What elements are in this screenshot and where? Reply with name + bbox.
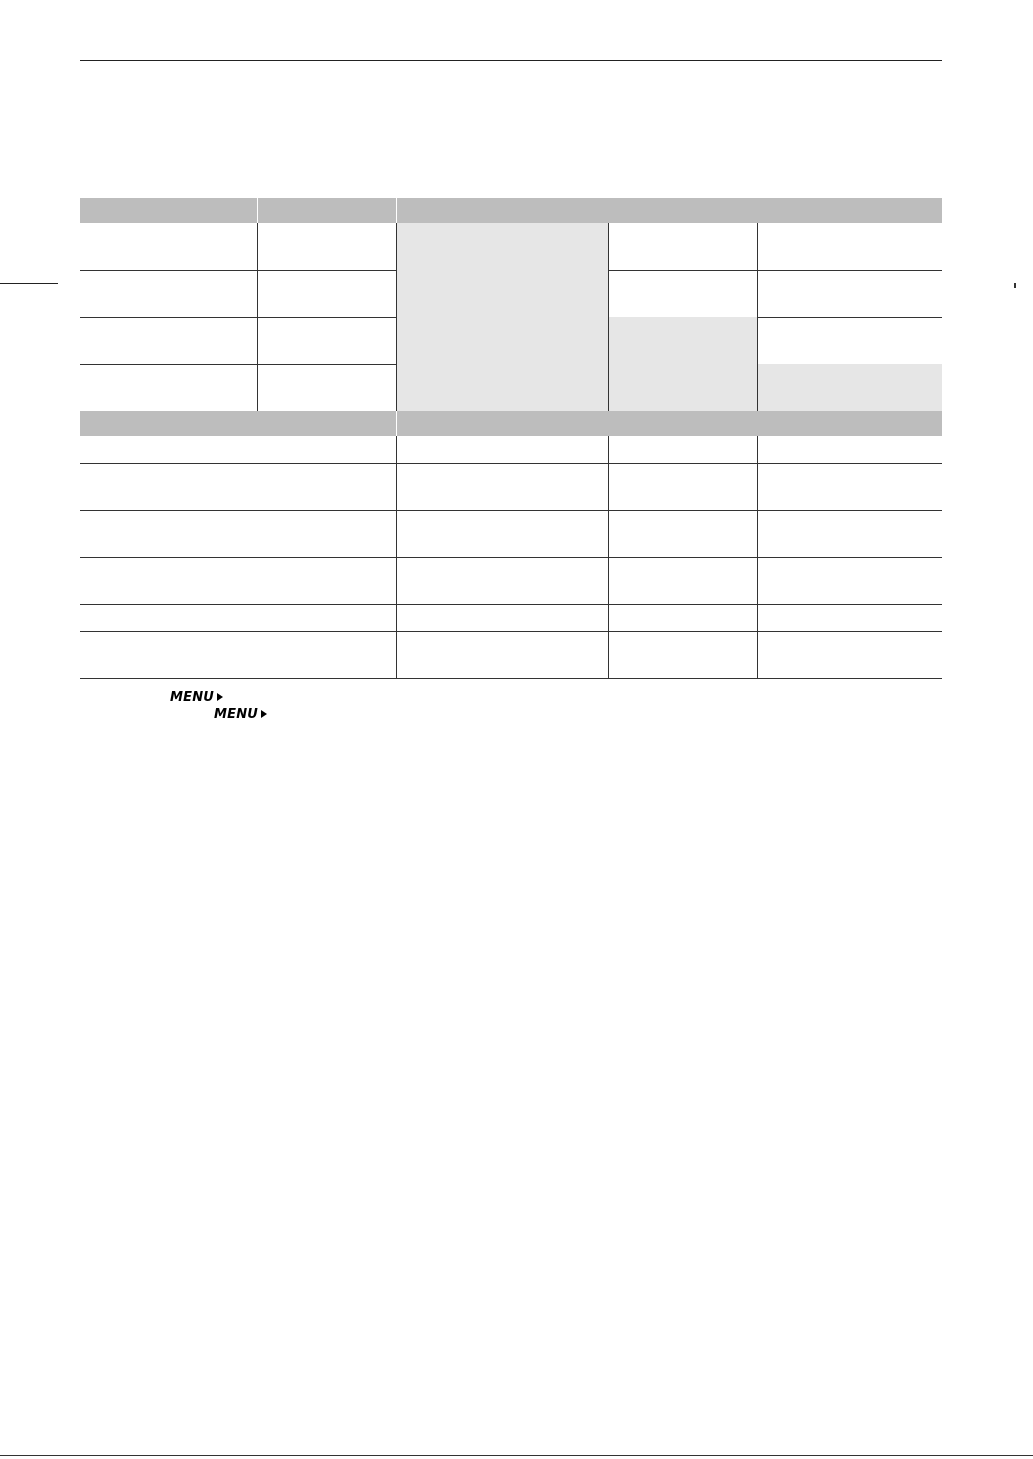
table-cell	[758, 510, 942, 557]
table-cell	[397, 463, 609, 510]
table-cell	[80, 270, 258, 317]
table-cell	[80, 436, 397, 463]
menu-label: MENU	[214, 706, 259, 722]
menu-label: MENU	[170, 689, 215, 705]
table-cell	[80, 510, 397, 557]
table-cell	[397, 557, 609, 604]
table-cell	[80, 223, 258, 270]
table-cell	[258, 223, 397, 270]
table-cell	[609, 270, 758, 317]
table-cell	[609, 557, 758, 604]
menu-note-1	[170, 689, 223, 705]
table-cell	[397, 364, 609, 411]
table-cell	[758, 631, 942, 678]
table-cell	[80, 463, 397, 510]
table-row	[80, 364, 942, 411]
table-cell	[80, 631, 397, 678]
table-cell	[758, 557, 942, 604]
table-cell	[609, 631, 758, 678]
table-cell	[397, 270, 609, 317]
table-row	[80, 604, 942, 632]
table-row	[80, 463, 942, 511]
menu-note-2	[214, 706, 267, 722]
page-bottom-rule	[0, 1455, 1033, 1456]
table-cell	[397, 631, 609, 678]
table-row	[80, 223, 942, 271]
margin-tick-mark	[1014, 283, 1016, 288]
table-cell	[609, 436, 758, 463]
menu-arrow-icon	[261, 710, 267, 718]
table-cell	[609, 223, 758, 270]
table-row	[80, 510, 942, 558]
table-cell	[609, 463, 758, 510]
page-top-rule	[80, 60, 942, 61]
table-cell	[758, 270, 942, 317]
table-row	[80, 436, 942, 464]
table-cell	[758, 364, 942, 411]
table-row	[80, 631, 942, 679]
table-cell	[397, 223, 609, 270]
table-cell	[397, 436, 609, 463]
table-cell	[609, 604, 758, 631]
table-cell	[758, 317, 942, 364]
header-cell-col2	[258, 198, 397, 223]
table-row	[80, 317, 942, 365]
header-cell-col3	[397, 198, 942, 223]
table-cell	[258, 317, 397, 364]
table-row	[80, 270, 942, 318]
table-cell	[258, 364, 397, 411]
table-cell	[258, 270, 397, 317]
table-cell	[609, 364, 758, 411]
subheader-cell-right	[397, 411, 942, 436]
table-cell	[758, 604, 942, 631]
table-cell	[758, 223, 942, 270]
table-header-row	[80, 198, 942, 223]
table-cell	[80, 364, 258, 411]
table-cell	[80, 317, 258, 364]
table-cell	[80, 604, 397, 631]
table-cell	[758, 463, 942, 510]
table-cell	[397, 604, 609, 631]
table-row	[80, 557, 942, 605]
table-cell	[758, 436, 942, 463]
table-subheader-row	[80, 411, 942, 436]
subheader-cell-left	[80, 411, 397, 436]
menu-arrow-icon	[217, 693, 223, 701]
table-cell	[397, 510, 609, 557]
table-cell	[609, 317, 758, 364]
table-cell	[609, 510, 758, 557]
table-cell	[80, 557, 397, 604]
table-cell	[397, 317, 609, 364]
margin-thumb-mark	[0, 283, 58, 284]
header-cell-col1	[80, 198, 258, 223]
